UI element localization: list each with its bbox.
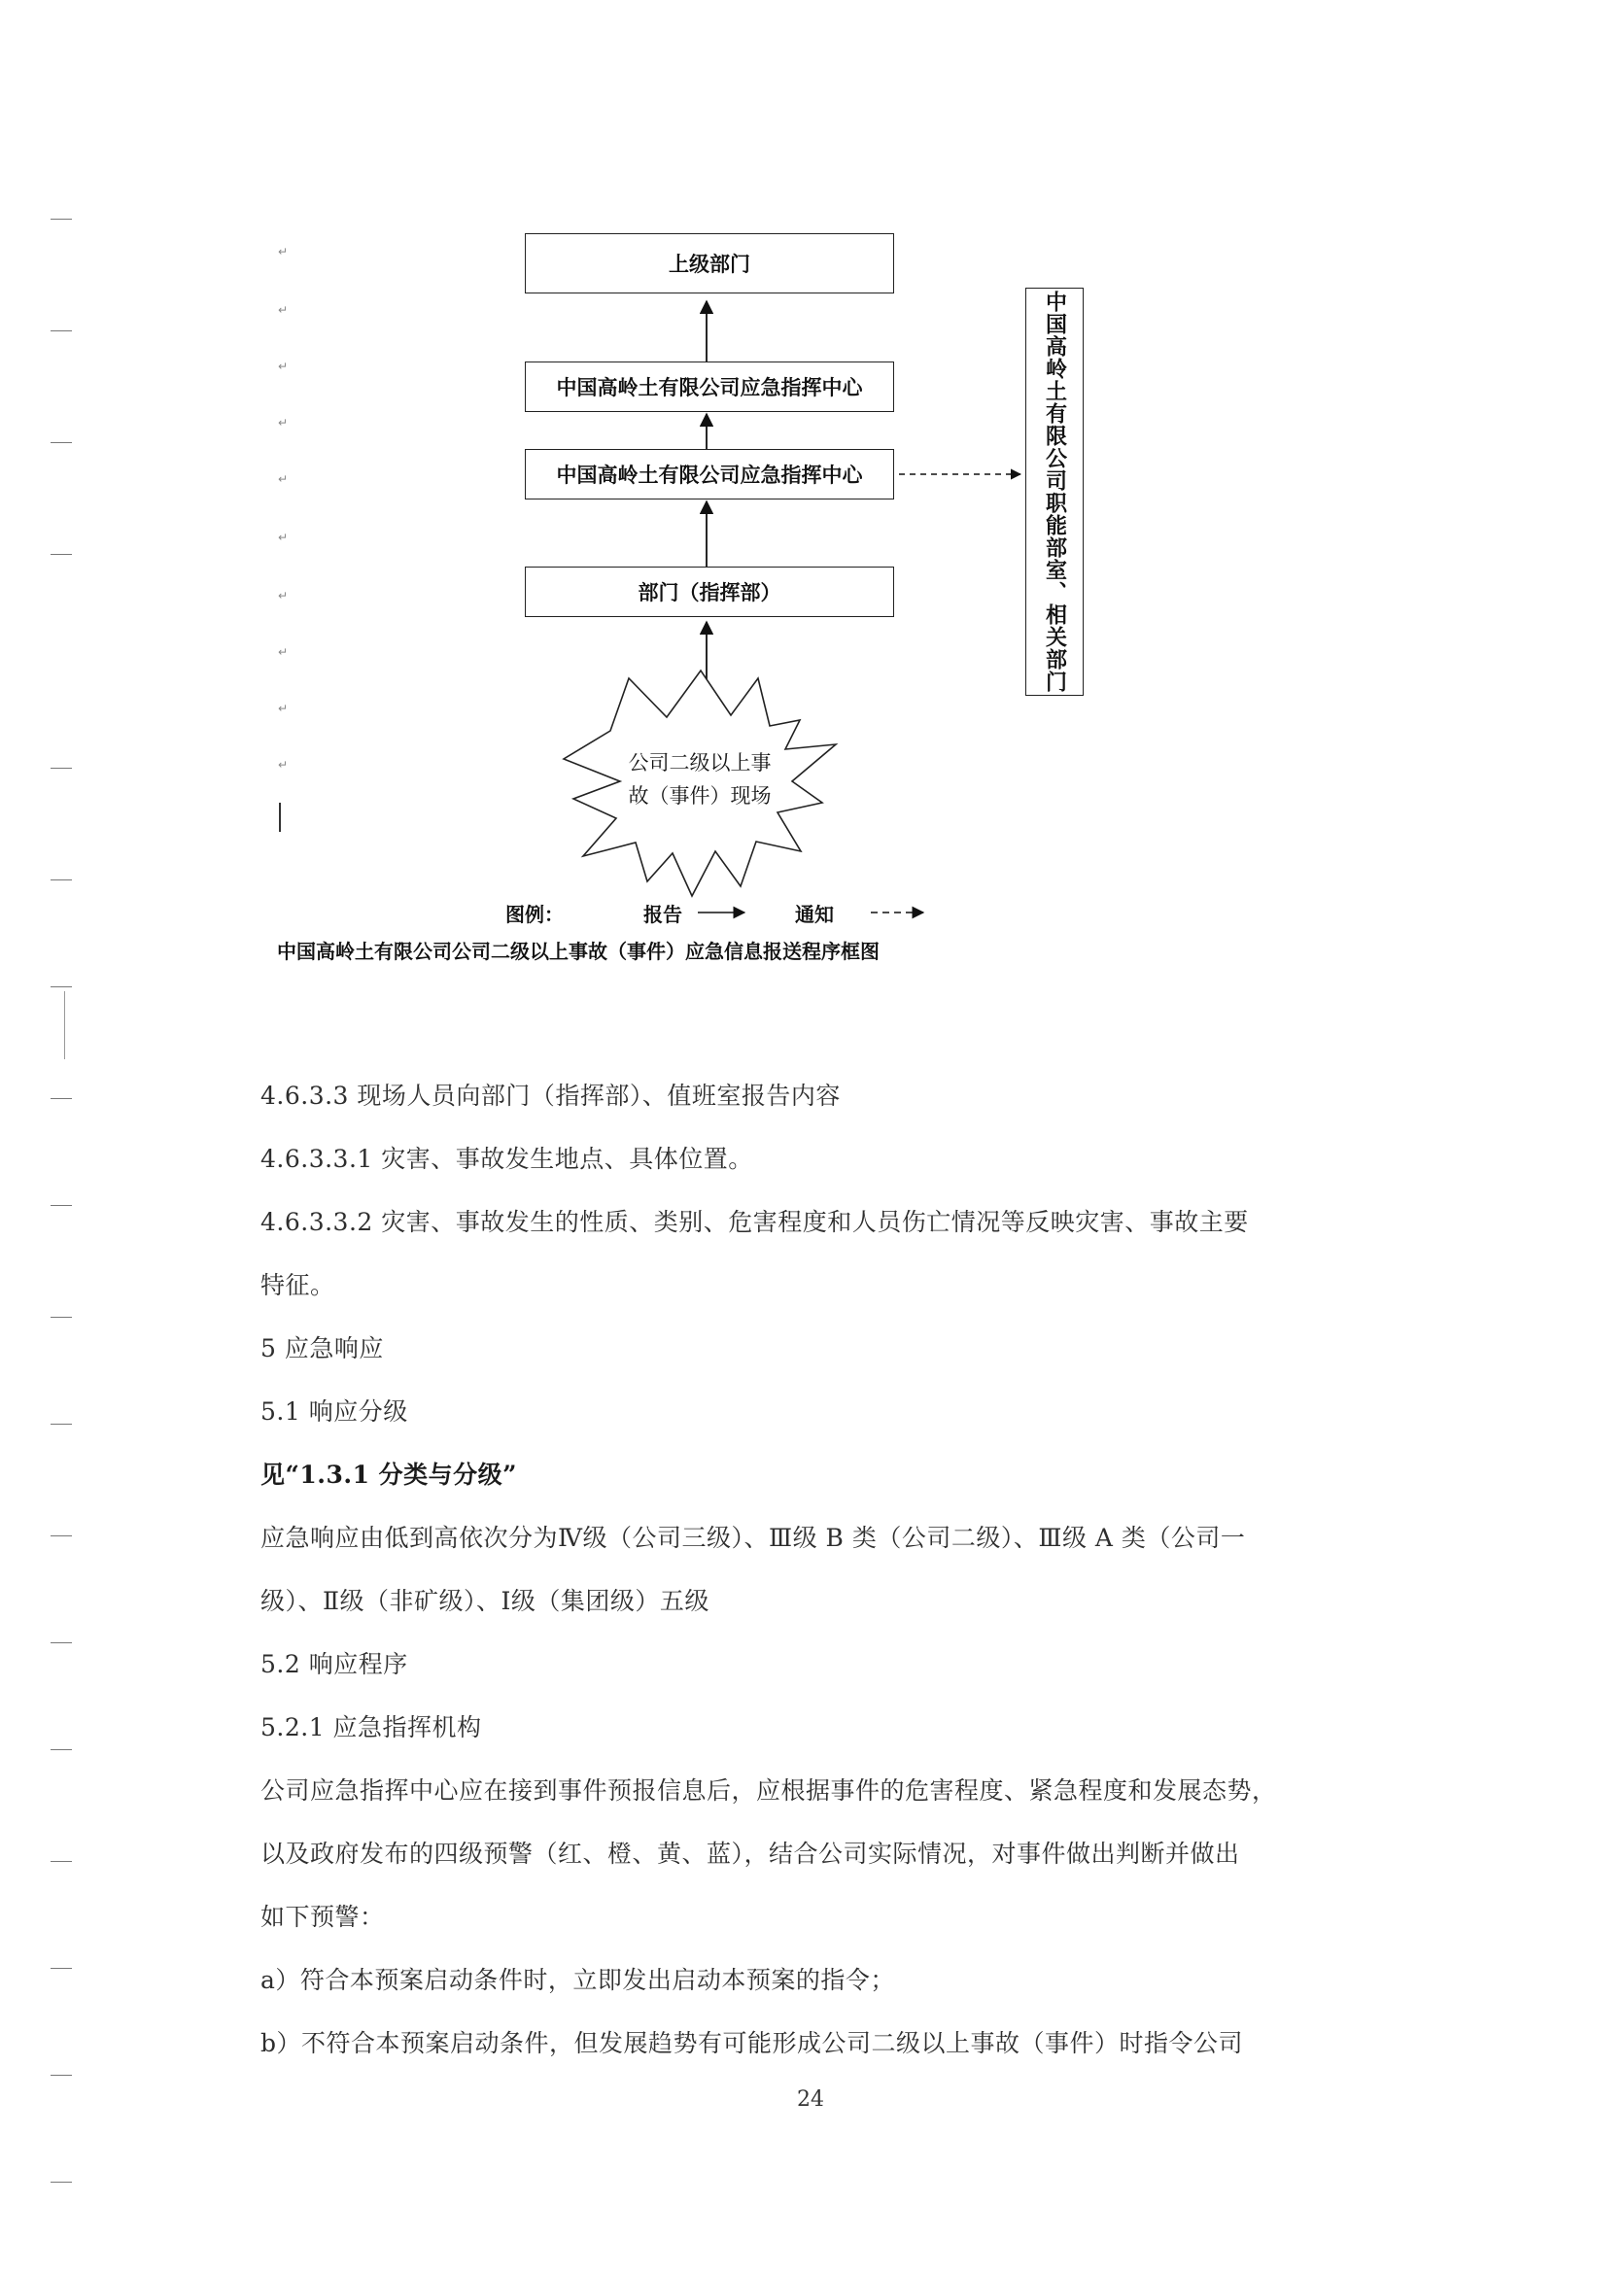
paragraph-mark: ↵ xyxy=(278,303,289,317)
margin-mark xyxy=(51,1642,72,1643)
section-heading: 5.2.1 应急指挥机构 xyxy=(260,1713,482,1741)
paragraph-mark: ↵ xyxy=(278,360,289,373)
text-line: 级）、Ⅱ级（非矿级）、Ⅰ级（集团级）五级 xyxy=(260,1587,709,1615)
margin-bar xyxy=(64,991,65,1059)
box-department-command: 部门（指挥部） xyxy=(525,567,894,617)
text-line: 以及政府发布的四级预警（红、橙、黄、蓝），结合公司实际情况，对事件做出判断并做出 xyxy=(260,1840,1240,1868)
paragraph-mark: ↵ xyxy=(278,472,289,486)
list-item: b）不符合本预案启动条件，但发展趋势有可能形成公司二级以上事故（事件）时指令公司 xyxy=(260,2029,1244,2057)
legend-report-label: 报告 xyxy=(643,903,682,926)
paragraph-mark: ↵ xyxy=(278,758,289,772)
text-line: 如下预警： xyxy=(260,1903,385,1931)
paragraph-mark: ↵ xyxy=(278,245,289,258)
margin-mark xyxy=(51,1098,72,1099)
paragraph-mark: ↵ xyxy=(278,702,289,715)
margin-mark xyxy=(51,1535,72,1536)
text-line: 4.6.3.3.2 灾害、事故发生的性质、类别、危害程度和人员伤亡情况等反映灾害、事故主要 xyxy=(260,1208,1249,1236)
reference-line: 见“1.3.1 分类与分级” xyxy=(260,1461,518,1489)
text-line: 特征。 xyxy=(260,1271,335,1299)
margin-mark xyxy=(51,1749,72,1750)
legend-label: 图例： xyxy=(505,903,564,926)
box-functional-departments: 中国高岭土有限公司职能部室、相关部门 xyxy=(1025,288,1084,696)
text-line: 4.6.3.3 现场人员向部门（指挥部）、值班室报告内容 xyxy=(260,1082,841,1110)
margin-mark xyxy=(51,1424,72,1425)
box-command-center-2: 中国高岭土有限公司应急指挥中心 xyxy=(525,449,894,499)
margin-mark xyxy=(51,1861,72,1862)
text-line: 应急响应由低到高依次分为Ⅳ级（公司三级）、Ⅲ级 B 类（公司二级）、Ⅲ级 A 类（公司一 xyxy=(260,1524,1246,1552)
burst-label: 公司二级以上事故（事件）现场 xyxy=(628,751,772,808)
paragraph-mark: ↵ xyxy=(278,645,289,659)
margin-mark xyxy=(51,2182,72,2183)
section-heading: 5.2 响应程序 xyxy=(260,1650,408,1678)
text-line: 4.6.3.3.1 灾害、事故发生地点、具体位置。 xyxy=(260,1145,753,1173)
text-line: 公司应急指挥中心应在接到事件预报信息后，应根据事件的危害程度、紧急程度和发展态势， xyxy=(260,1776,1277,1805)
margin-mark xyxy=(51,1205,72,1206)
section-heading: 5.1 响应分级 xyxy=(260,1397,408,1426)
box-command-center-1: 中国高岭土有限公司应急指挥中心 xyxy=(525,362,894,412)
paragraph-mark: ↵ xyxy=(278,589,289,603)
figure-caption: 中国高岭土有限公司公司二级以上事故（事件）应急信息报送程序框图 xyxy=(277,940,880,963)
margin-mark xyxy=(51,1317,72,1318)
box-superior-department: 上级部门 xyxy=(525,233,894,293)
legend xyxy=(505,899,991,928)
paragraph-mark: ↵ xyxy=(278,531,289,544)
section-heading: 5 应急响应 xyxy=(260,1334,384,1362)
margin-mark xyxy=(51,986,72,987)
paragraph-mark: ↵ xyxy=(278,416,289,430)
margin-mark xyxy=(51,2075,72,2076)
list-item: a）符合本预案启动条件时，立即发出启动本预案的指令； xyxy=(260,1966,895,1994)
page-number: 24 xyxy=(797,2087,824,2112)
margin-mark xyxy=(51,1968,72,1969)
legend-notify-label: 通知 xyxy=(795,903,834,926)
